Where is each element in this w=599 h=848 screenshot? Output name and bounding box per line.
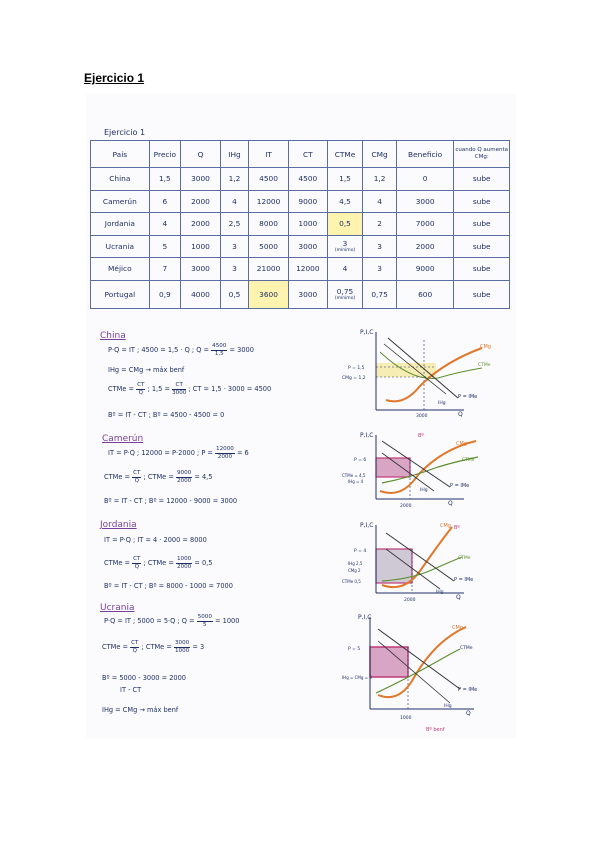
table-cell: 2 bbox=[363, 213, 397, 236]
table-cell: 1,2 bbox=[363, 168, 397, 191]
denominator: 2000 bbox=[176, 477, 192, 484]
table-cell: 1000 bbox=[181, 235, 221, 258]
fraction bbox=[136, 382, 145, 396]
table-cell: 1,2 bbox=[220, 168, 248, 191]
benefit-label: Bº bbox=[418, 433, 424, 439]
table-cell: 4 bbox=[363, 190, 397, 213]
table-cell: 3000 bbox=[181, 258, 221, 281]
ucrania-line-3: Bº = 5000 - 3000 = 2000 bbox=[102, 674, 186, 682]
header-cell: CTMe bbox=[327, 141, 363, 168]
axis-label: P,I,C bbox=[358, 614, 372, 621]
breakeven-band bbox=[376, 363, 436, 377]
section-title-ucrania: Ucrania bbox=[100, 603, 135, 613]
text: ; CT = 1,5 · 3000 = 4500 bbox=[188, 385, 272, 393]
denominator: 2000 bbox=[176, 563, 192, 570]
table-cell: 3000 bbox=[288, 280, 327, 308]
table-cell: 3000 bbox=[396, 190, 454, 213]
quantity-label: 2000 bbox=[404, 598, 416, 603]
demand-label: P = IMe bbox=[454, 577, 474, 583]
table-row bbox=[91, 213, 510, 236]
q-axis-label: Q bbox=[448, 500, 453, 507]
table-cell: Ucrania bbox=[91, 235, 150, 258]
text: = 3 bbox=[192, 643, 205, 651]
ihg-label: IHg bbox=[420, 488, 428, 493]
ctme-label: CTMe bbox=[478, 363, 491, 368]
text: P·Q = IT ; 5000 = 5·Q ; Q = bbox=[104, 617, 195, 625]
table-cell: sube bbox=[454, 235, 510, 258]
fraction bbox=[174, 640, 190, 654]
section-title-china: China bbox=[100, 331, 126, 341]
ihg-label: IHg bbox=[444, 704, 452, 709]
ihg-label: IHg bbox=[436, 590, 444, 595]
ucrania-line-1 bbox=[104, 614, 239, 628]
text: = 0,5 bbox=[194, 559, 213, 567]
numerator: 3000 bbox=[174, 640, 190, 646]
graph-ucrania bbox=[342, 607, 512, 735]
denominator: 3000 bbox=[172, 389, 187, 396]
table-cell: 4000 bbox=[181, 280, 221, 308]
numerator: CT bbox=[137, 382, 145, 388]
table-cell: 3 bbox=[363, 235, 397, 258]
header-cell: País bbox=[91, 141, 150, 168]
table-row bbox=[91, 235, 510, 258]
table-cell: 0,75 bbox=[363, 280, 397, 308]
ctme-value-label: CTMe 0,5 bbox=[342, 579, 361, 584]
text: = 3000 bbox=[229, 346, 254, 354]
ihg-cmg-label: IHg = CMg = 3 bbox=[342, 675, 372, 680]
table-cell bbox=[327, 235, 363, 258]
graph-camerun bbox=[342, 425, 512, 515]
numerator: CT bbox=[133, 556, 141, 562]
jordania-line-1: IT = P·Q ; IT = 4 · 2000 = 8000 bbox=[104, 536, 207, 544]
price-label: P = 4 bbox=[354, 549, 367, 554]
table-cell: sube bbox=[454, 258, 510, 281]
quantity-label: 1000 bbox=[400, 716, 412, 721]
price-label: P = 6 bbox=[354, 458, 367, 463]
numerator: 1000 bbox=[176, 556, 192, 562]
camerun-line-3: Bº = IT - CT ; Bº = 12000 - 9000 = 3000 bbox=[104, 497, 238, 505]
ucrania-line-5: IHg = CMg → máx benf bbox=[102, 706, 179, 714]
table-cell: 9000 bbox=[396, 258, 454, 281]
table-cell: 2000 bbox=[181, 213, 221, 236]
table-cell: Camerún bbox=[91, 190, 150, 213]
table-cell: Jordania bbox=[91, 213, 150, 236]
table-cell: 5000 bbox=[249, 235, 289, 258]
denominator: Q bbox=[134, 477, 139, 484]
table-cell: 7000 bbox=[396, 213, 454, 236]
ihg-value-label: IHg = 4 bbox=[348, 479, 364, 484]
exercise-heading: Ejercicio 1 bbox=[84, 71, 145, 85]
ihg-value-label: IHg 2,5 bbox=[348, 561, 363, 566]
table-cell: sube bbox=[454, 168, 510, 191]
numerator: 4500 bbox=[212, 343, 227, 349]
text: P·Q = IT ; 4500 = 1,5 · Q ; Q = bbox=[108, 346, 210, 354]
table-row bbox=[91, 258, 510, 281]
table-cell bbox=[327, 280, 363, 308]
table-cell: sube bbox=[454, 213, 510, 236]
denominator: Q bbox=[138, 389, 143, 396]
table-cell: 3000 bbox=[181, 168, 221, 191]
table-cell: 9000 bbox=[288, 190, 327, 213]
camerun-line-1 bbox=[108, 446, 249, 460]
header-cell: cuando Q aumenta CMg: bbox=[454, 141, 510, 168]
cmg-label: CMg bbox=[456, 441, 467, 447]
table-row bbox=[91, 280, 510, 308]
fraction bbox=[176, 470, 192, 484]
benefit-label: Bº benf bbox=[426, 727, 445, 733]
numerator: 9000 bbox=[176, 470, 192, 476]
table-cell: 6 bbox=[149, 190, 180, 213]
table-cell: 4 bbox=[327, 258, 363, 281]
numerator: 12000 bbox=[216, 446, 234, 452]
ctme-value: 3 bbox=[342, 239, 348, 249]
cmg-label: CMg bbox=[440, 523, 451, 529]
table-cell: 4 bbox=[220, 190, 248, 213]
table-cell: 12000 bbox=[288, 258, 327, 281]
denominator: 5 bbox=[203, 621, 207, 628]
table-cell: sube bbox=[454, 280, 510, 308]
table-row bbox=[91, 190, 510, 213]
text: ; 1,5 = bbox=[147, 385, 170, 393]
china-line-2: IHg = CMg → máx benf bbox=[108, 366, 185, 374]
fraction bbox=[215, 446, 235, 460]
quantity-label: 3000 bbox=[416, 414, 428, 419]
demand-label: P = IMe bbox=[450, 483, 470, 489]
table-row bbox=[91, 168, 510, 191]
table-cell: Méjico bbox=[91, 258, 150, 281]
header-cell: IHg bbox=[220, 141, 248, 168]
ucrania-line-2 bbox=[102, 640, 204, 654]
price-label: P = 5 bbox=[348, 647, 361, 652]
table-cell: Portugal bbox=[91, 280, 150, 308]
q-axis-label: Q bbox=[458, 411, 463, 418]
graph-china bbox=[342, 322, 512, 422]
china-line-4: Bº = IT - CT ; Bº = 4500 - 4500 = 0 bbox=[108, 411, 225, 419]
minimum-note: (mínimo) bbox=[334, 296, 356, 301]
china-line-3 bbox=[108, 382, 271, 396]
table-cell: 600 bbox=[396, 280, 454, 308]
table-cell: 4,5 bbox=[327, 190, 363, 213]
text: IT = P·Q ; 12000 = P·2000 ; P = bbox=[108, 449, 213, 457]
text: CTMe = bbox=[104, 473, 130, 481]
table-cell: 0 bbox=[396, 168, 454, 191]
denominator: 1000 bbox=[174, 647, 190, 654]
axis-label: P,I,C bbox=[360, 432, 374, 439]
denominator: Q bbox=[132, 647, 137, 654]
table-cell: 21000 bbox=[249, 258, 289, 281]
denominator: Q bbox=[134, 563, 139, 570]
text: CTMe = bbox=[104, 559, 130, 567]
numerator: CT bbox=[172, 382, 186, 390]
text: CTMe = bbox=[102, 643, 128, 651]
section-title-camerun: Camerún bbox=[102, 434, 144, 444]
ctme-label: CTMe bbox=[458, 556, 471, 561]
ctme-label: CTMe bbox=[460, 646, 473, 651]
q-axis-label: Q bbox=[466, 710, 471, 717]
ihg-label: IHg bbox=[438, 401, 446, 406]
fraction bbox=[211, 343, 227, 357]
china-line-1 bbox=[108, 343, 254, 357]
header-cell: Beneficio bbox=[396, 141, 454, 168]
fraction bbox=[197, 614, 213, 628]
denominator: 1,5 bbox=[214, 350, 224, 357]
minimum-note: (mínimo) bbox=[334, 248, 356, 254]
text: CTMe = bbox=[108, 385, 134, 393]
q-axis-label: Q bbox=[456, 594, 461, 601]
table-cell: 3600 bbox=[249, 280, 289, 308]
fraction bbox=[132, 470, 141, 484]
demand-label: P = IMe bbox=[458, 394, 478, 400]
text: ; CTMe = bbox=[141, 643, 172, 651]
denominator: 2000 bbox=[217, 453, 233, 460]
table-cell: 3 bbox=[363, 258, 397, 281]
jordania-line-3: Bº = IT - CT ; Bº = 8000 - 1000 = 7000 bbox=[104, 582, 233, 590]
table-cell: 2,5 bbox=[220, 213, 248, 236]
section-title-jordania: Jordania bbox=[100, 520, 137, 530]
table-cell: 8000 bbox=[249, 213, 289, 236]
header-cell: Q bbox=[181, 141, 221, 168]
table-cell: 12000 bbox=[249, 190, 289, 213]
data-table bbox=[90, 140, 510, 309]
numerator: CT bbox=[131, 640, 139, 646]
table-cell: 2000 bbox=[396, 235, 454, 258]
ucrania-line-4: IT - CT bbox=[120, 686, 142, 694]
table-cell: 4500 bbox=[249, 168, 289, 191]
table-cell: 1,5 bbox=[327, 168, 363, 191]
text: ; CTMe = bbox=[143, 473, 174, 481]
table-cell: 3 bbox=[220, 235, 248, 258]
demand-label: P = IMe bbox=[458, 687, 478, 693]
fraction bbox=[130, 640, 139, 654]
table-cell: 0,5 bbox=[327, 213, 363, 236]
axis-label: P,I,C bbox=[360, 329, 374, 336]
table-cell: 5 bbox=[149, 235, 180, 258]
header-cell: CT bbox=[288, 141, 327, 168]
table-cell: 1,5 bbox=[149, 168, 180, 191]
jordania-line-2 bbox=[104, 556, 212, 570]
cmg-value-label: CMg = 1,2 bbox=[342, 376, 366, 381]
header-cell: Precio bbox=[149, 141, 180, 168]
fraction bbox=[132, 556, 141, 570]
numerator: 5000 bbox=[197, 614, 212, 620]
table-cell: 4 bbox=[149, 213, 180, 236]
table-cell: sube bbox=[454, 190, 510, 213]
ctme-value-label: CTMe = 4,5 bbox=[342, 473, 366, 478]
ctme-label: CTMe bbox=[462, 458, 475, 463]
cmg-label: CMg bbox=[480, 344, 491, 350]
axis-label: P,I,C bbox=[360, 522, 374, 529]
table-cell: 0,5 bbox=[220, 280, 248, 308]
text: = 1000 bbox=[215, 617, 240, 625]
numerator: CT bbox=[133, 470, 141, 476]
table-cell: 0,9 bbox=[149, 280, 180, 308]
cmg-value-label: CMg 2 bbox=[348, 568, 361, 573]
benefit-label: Bº bbox=[454, 525, 460, 531]
header-cell: IT bbox=[249, 141, 289, 168]
table-cell: 3000 bbox=[288, 235, 327, 258]
camerun-line-2 bbox=[104, 470, 212, 484]
table-cell: 1000 bbox=[288, 213, 327, 236]
price-label: P = 1,5 bbox=[348, 366, 365, 371]
text: ; CTMe = bbox=[143, 559, 174, 567]
table-cell: 7 bbox=[149, 258, 180, 281]
table-cell: China bbox=[91, 168, 150, 191]
text: = 6 bbox=[236, 449, 249, 457]
ctme-value: 0,75 bbox=[336, 287, 354, 296]
table-cell: 2000 bbox=[181, 190, 221, 213]
graph-jordania bbox=[342, 515, 512, 607]
table-cell: 3 bbox=[220, 258, 248, 281]
table-cell: 4500 bbox=[288, 168, 327, 191]
fraction bbox=[172, 382, 186, 396]
table-title: Ejercicio 1 bbox=[104, 128, 146, 137]
fraction bbox=[176, 556, 192, 570]
cmg-label: CMg bbox=[452, 625, 463, 631]
text: = 4,5 bbox=[194, 473, 213, 481]
quantity-label: 2000 bbox=[400, 504, 412, 509]
table-header-row bbox=[91, 141, 510, 168]
header-cell: CMg bbox=[363, 141, 397, 168]
